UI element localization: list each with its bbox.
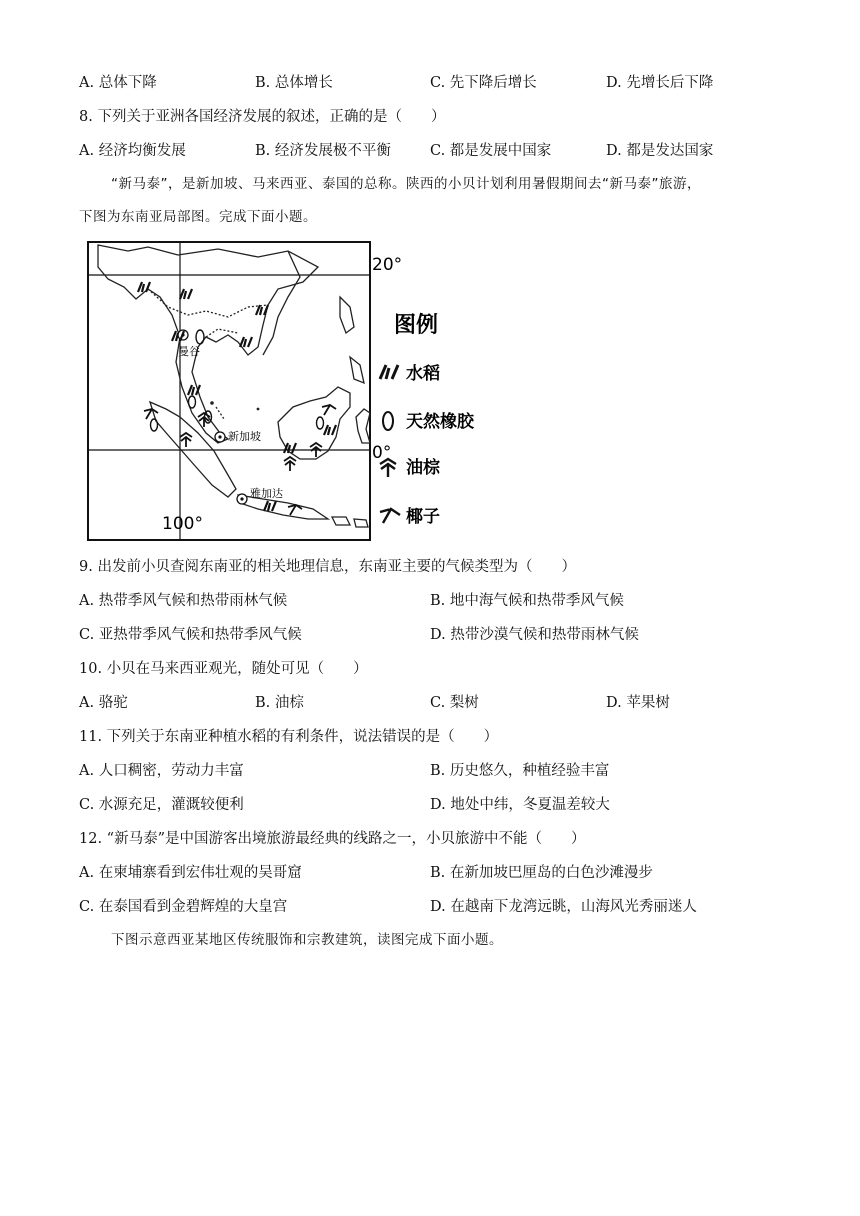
label-0-degrees: 0°: [372, 443, 392, 463]
rubber-icon: [317, 417, 324, 429]
q9-option-d: D. 热带沙漠气候和热带雨林气候: [430, 627, 639, 643]
q9-option-a: A. 热带季风气候和热带雨林气候: [79, 593, 288, 609]
rubber-icon: [189, 396, 196, 408]
legend-rubber-label: 天然橡胶: [406, 412, 474, 432]
rice-icon: [284, 443, 296, 453]
q12-option-d: D. 在越南下龙湾远眺，山海风光秀丽迷人: [430, 899, 697, 915]
q12-option-b: B. 在新加坡巴厘岛的白色沙滩漫步: [430, 865, 653, 881]
q12-stem: 12. “新马泰”是中国游客出境旅游最经典的线路之一，小贝旅游中不能（ ）: [79, 831, 586, 847]
rice-icon: [264, 501, 276, 511]
city-label-singapore: 新加坡: [228, 430, 261, 443]
oil-palm-icon: [310, 443, 322, 457]
q11-option-d: D. 地处中纬，冬夏温差较大: [430, 797, 610, 813]
q9-stem: 9. 出发前小贝查阅东南亚的相关地理信息，东南亚主要的气候类型为（ ）: [79, 559, 576, 575]
rubber-icon: [383, 412, 393, 430]
q8-option-c: C. 都是发展中国家: [430, 143, 552, 159]
jakarta-marker: [237, 494, 247, 504]
q9-option-c: C. 亚热带季风气候和热带季风气候: [79, 627, 302, 643]
q11-option-c: C. 水源充足，灌溉较便利: [79, 797, 244, 813]
rice-icon: [324, 425, 336, 435]
coconut-icon: [322, 405, 336, 415]
q8-option-d: D. 都是发达国家: [606, 143, 714, 159]
oil-palm-icon: [284, 457, 296, 471]
city-label-jakarta: 雅加达: [250, 487, 283, 500]
q7-option-b: B. 总体增长: [255, 75, 333, 91]
q8-stem: 8. 下列关于亚洲各国经济发展的叙述，正确的是（ ）: [79, 109, 446, 125]
legend-title: 图例: [394, 313, 439, 338]
rice-icon: [180, 289, 192, 299]
q10-option-b: B. 油棕: [255, 695, 304, 711]
q8-option-a: A. 经济均衡发展: [79, 143, 186, 159]
rice-icon: [240, 337, 252, 347]
q11-option-a: A. 人口稠密，劳动力丰富: [79, 763, 244, 779]
map-crop-symbols: [138, 282, 336, 515]
coconut-icon: [144, 409, 158, 419]
label-20-degrees: 20°: [372, 255, 403, 275]
coconut-icon: [380, 509, 400, 523]
q10-option-d: D. 苹果树: [606, 695, 670, 711]
rubber-icon: [151, 419, 158, 431]
q9-option-b: B. 地中海气候和热带季风气候: [430, 593, 624, 609]
q7-option-c: C. 先下降后增长: [430, 75, 537, 91]
q10-stem: 10. 小贝在马来西亚观光，随处可见（ ）: [79, 661, 368, 677]
map-legend: [380, 313, 475, 527]
southeast-asia-map: [88, 237, 474, 543]
city-label-bangkok: 曼谷: [178, 345, 200, 358]
q11-option-b: B. 历史悠久，种植经验丰富: [430, 763, 610, 779]
legend-coconut-label: 椰子: [406, 507, 440, 527]
legend-oil-palm-label: 油棕: [406, 458, 440, 478]
oil-palm-icon: [180, 433, 192, 447]
intro-paragraph-line2: 下图为东南亚局部图。完成下面小题。: [79, 209, 317, 225]
rubber-icon: [196, 330, 204, 344]
q7-option-d: D. 先增长后下降: [606, 75, 714, 91]
q7-option-a: A. 总体下降: [79, 75, 157, 91]
q12-option-a: A. 在柬埔寨看到宏伟壮观的吴哥窟: [79, 865, 302, 881]
rice-icon: [138, 282, 150, 292]
q8-option-b: B. 经济发展极不平衡: [255, 143, 391, 159]
q10-option-c: C. 梨树: [430, 695, 479, 711]
label-100-degrees: 100°: [162, 514, 203, 534]
intro-paragraph-line1: “新马泰”，是新加坡、马来西亚、泰国的总称。陕西的小贝计划利用暑假期间去“新马泰”旅游，: [111, 176, 701, 192]
legend-rice-label: 水稻: [406, 364, 440, 384]
rice-icon: [380, 365, 398, 379]
q11-stem: 11. 下列关于东南亚种植水稻的有利条件，说法错误的是（ ）: [79, 729, 499, 745]
q12-option-c: C. 在泰国看到金碧辉煌的大皇宫: [79, 899, 288, 915]
intro2-paragraph: 下图示意西亚某地区传统服饰和宗教建筑，读图完成下面小题。: [111, 932, 503, 948]
singapore-marker: [215, 432, 225, 442]
q10-option-a: A. 骆驼: [79, 695, 128, 711]
